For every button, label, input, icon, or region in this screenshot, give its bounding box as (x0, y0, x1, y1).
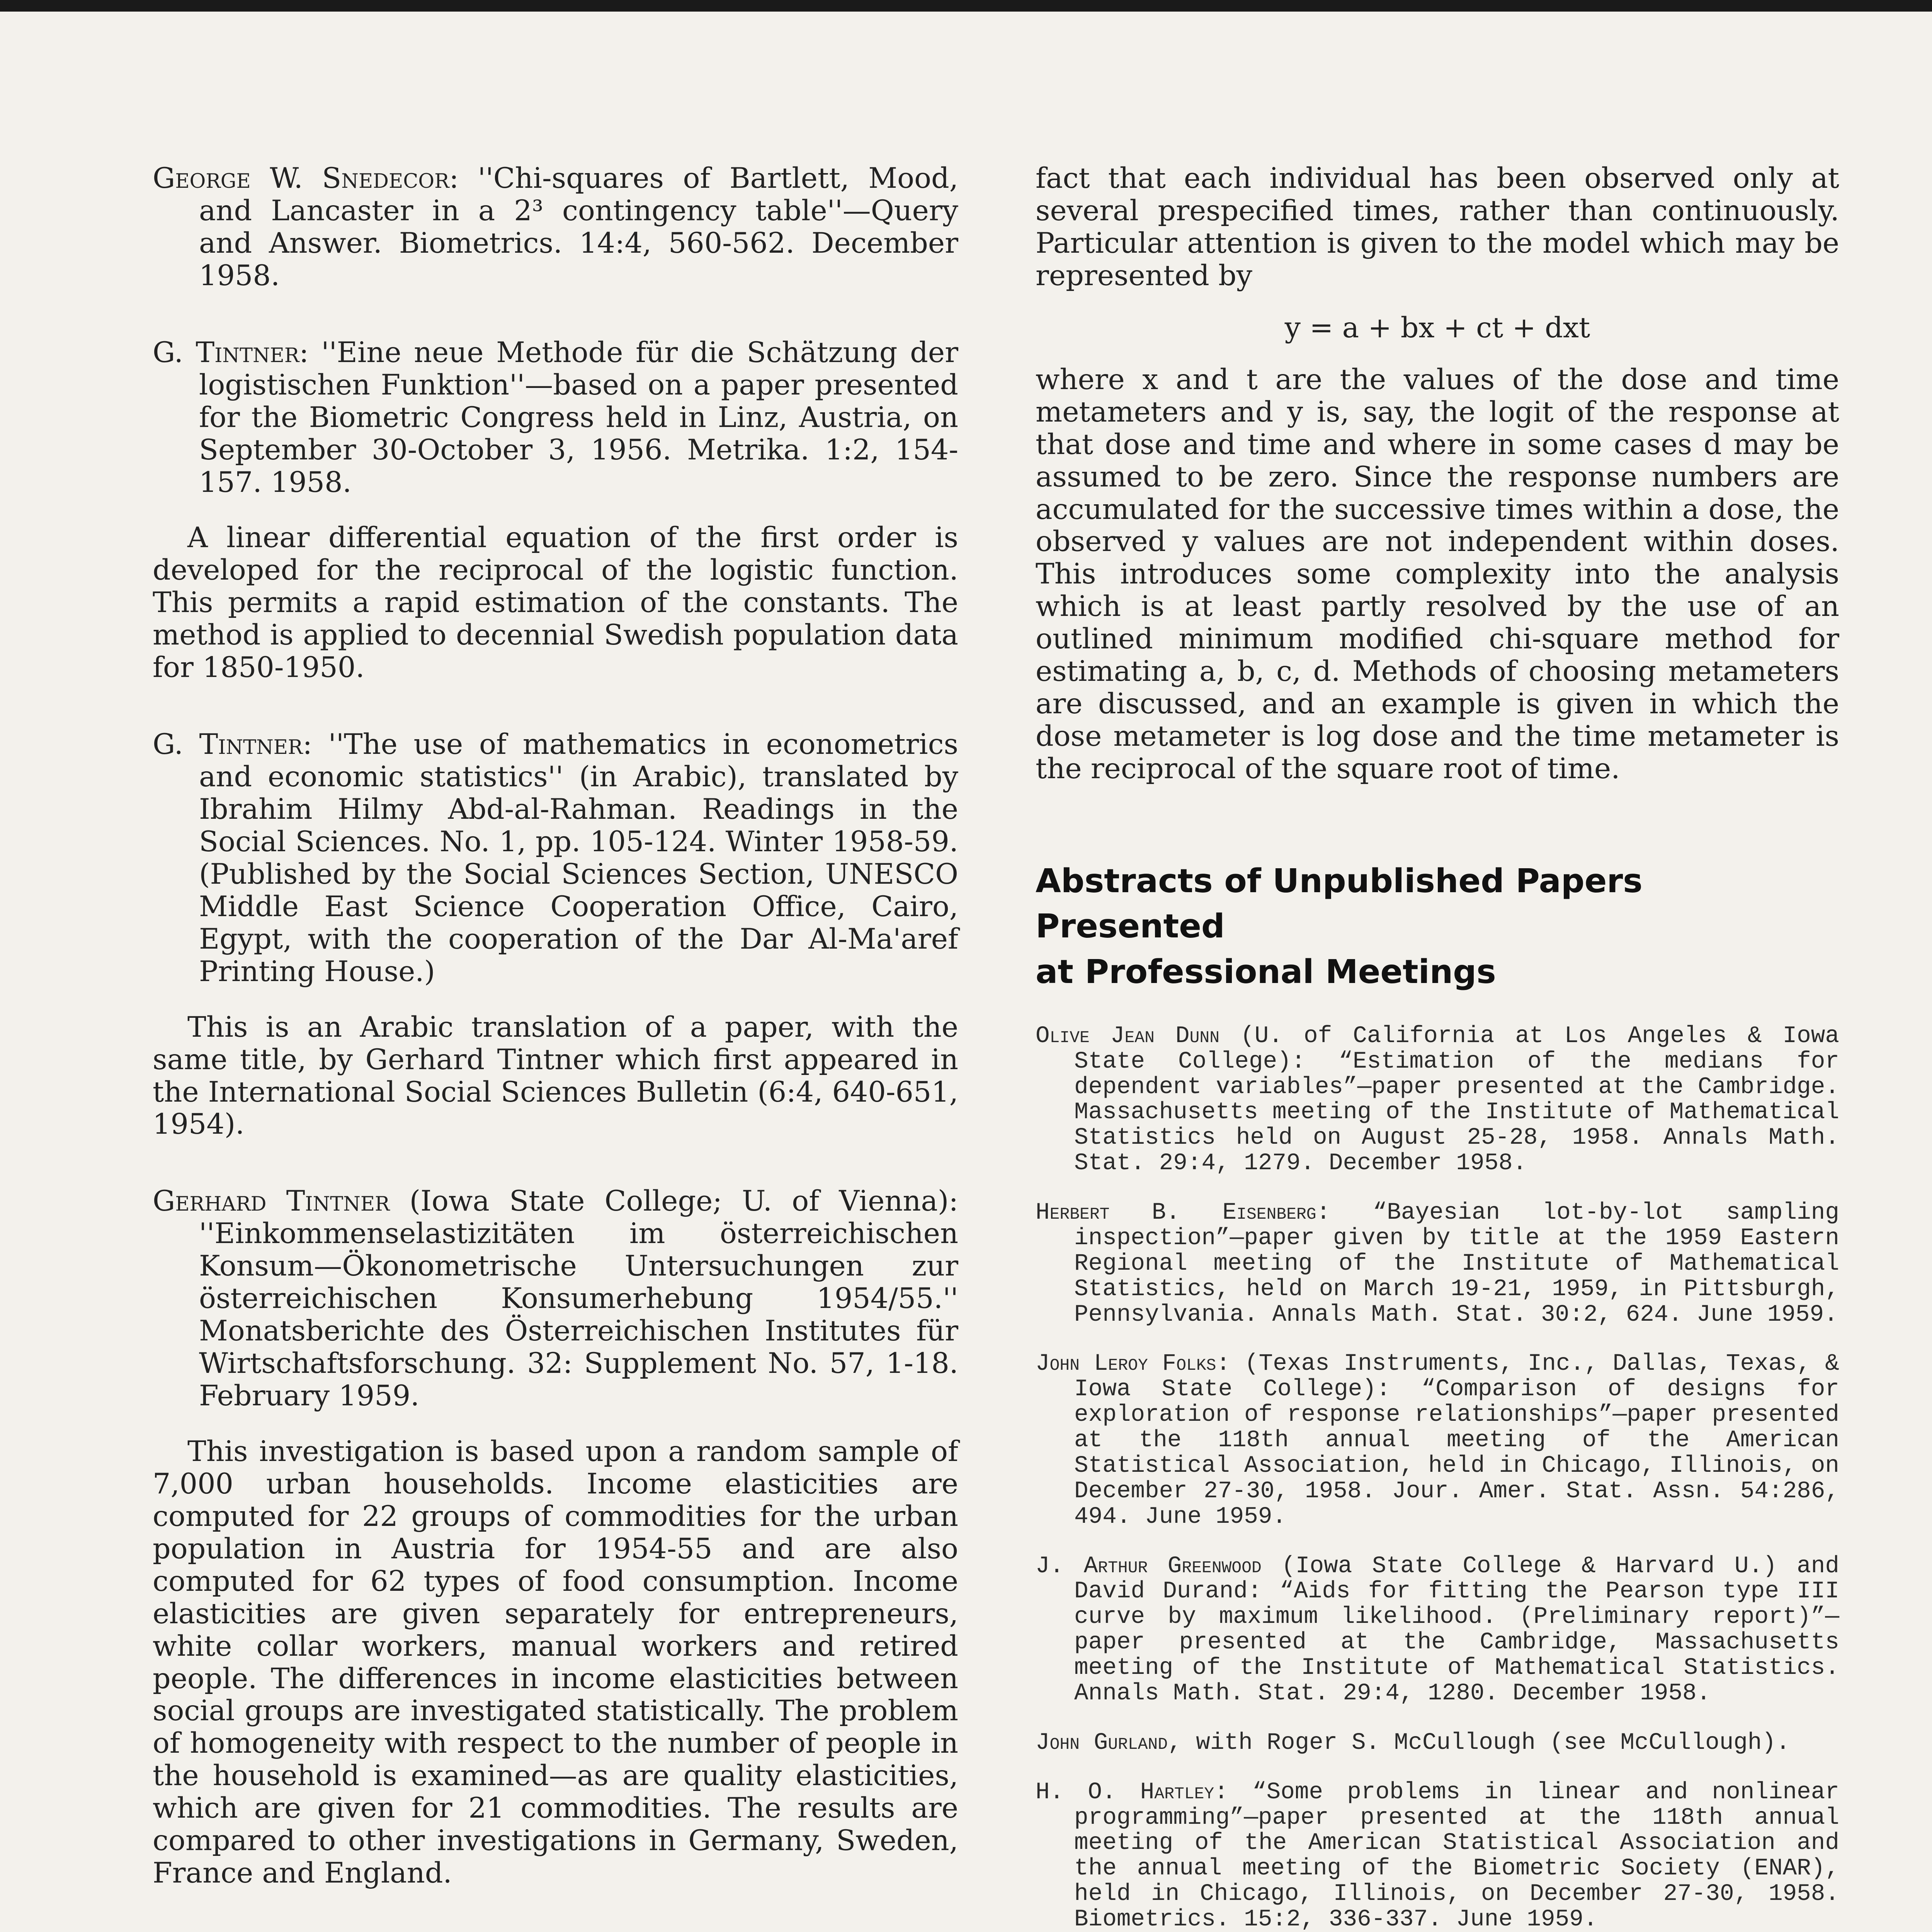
author-name: G. Tintner (153, 336, 299, 369)
abstract-paragraph: This is an Arabic translation of a paper, with the same title, by Gerhard Tintner which first appeared in the International Social Sciences Bulletin (6:4, 640-651, 1954). (153, 1010, 958, 1141)
entry-tintner-austria (153, 1185, 958, 1889)
abstract-entry (1036, 1730, 1839, 1756)
entry-text: , with Roger S. McCullough (see McCullough). (1168, 1729, 1790, 1756)
citation (153, 162, 958, 292)
abstract-entry (1036, 1200, 1839, 1327)
abstract-entries (1036, 1024, 1839, 1932)
author-name: Olive Jean Dunn (1036, 1022, 1220, 1049)
citation-text: : ''Eine neue Methode für die Schätzung der logistischen Funktion''—based on a paper presented for the Biometric Congress held in Linz, Austria, on September 30-October 3, 1956. Metrika. 1:2, 154-157. 1958. (199, 336, 958, 499)
top-border (0, 0, 1932, 12)
abstract-entry (1036, 1351, 1839, 1529)
abstract-paragraph: A linear differential equation of the first order is developed for the reciprocal of the logistic function. This permits a rapid estimation of the constants. The method is applied to decennial Swedish population data for 1850-1950. (153, 521, 958, 684)
citation-text: : ''Chi-squares of Bartlett, Mood, and Lancaster in a 2³ contingency table''—Query and Answer. Biometrics. 14:4, 560-562. December 1958. (199, 162, 958, 292)
continued-abstract: fact that each individual has been observed only at several prespecified times, rather than continuously. Particular attention is given to the model which may be represented by (1036, 162, 1839, 292)
abstract-entry (1036, 1780, 1839, 1932)
section-heading-line2: at Professional Meetings (1036, 952, 1496, 991)
author-name: Gerhard Tintner (153, 1185, 390, 1218)
entry-text: : (Texas Instruments, Inc., Dallas, Texas, & Iowa State College): “Comparison of designs for exploration of response relationships”—paper presented at the 118th annual meeting of the American Statistical Association, held in Chicago, Illinois, on December 27-30, 1958. Jour. Amer. Stat. Assn. 54:286, 494. June 1959. (1074, 1350, 1839, 1530)
author-name: Herbert B. Eisenberg (1036, 1199, 1316, 1226)
model-formula: y = a + bx + ct + dxt (1284, 311, 1590, 344)
author-name: H. O. Hartley (1036, 1779, 1214, 1806)
author-name: John Leroy Folks (1036, 1350, 1216, 1378)
section-heading-line1: Abstracts of Unpublished Papers Presented (1036, 862, 1643, 946)
entry-tintner-logistic (153, 337, 958, 684)
citation (153, 1185, 958, 1412)
entry-text: : “Bayesian lot-by-lot sampling inspection”—paper given by title at the 1959 Eastern Regional meeting of the Institute of Mathematical Statistics, held on March 19-21, 1959, in Pittsburgh, Pennsylvania. Annals Math. Stat. 30:2, 624. June 1959. (1074, 1199, 1839, 1328)
entry-text: : “Some problems in linear and nonlinear programming”—paper presented at the 118th annual meeting of the American Statistical Association and the annual meeting of the Biometric Society (ENAR), held in Chicago, Illinois, on December 27-30, 1958. Biometrics. 15:2, 336-337. June 1959. (1074, 1779, 1839, 1932)
citation (153, 337, 958, 499)
citation (153, 728, 958, 988)
abstract-entry (1036, 1024, 1839, 1176)
abstract-paragraph: This investigation is based upon a random sample of 7,000 urban households. Income elasticities are computed for 22 groups of commodities for the urban population in Austria for 1954-55 and are also computed for 62 types of food consumption. Income elasticities are given separately for entrepreneurs, white collar workers, manual workers and retired people. The differences in income elasticities between social groups are investigated statistically. The problem of homogeneity with respect to the number of people in the household is examined—as are quality elasticities, which are given for 21 commodities. The results are compared to other investigations in Germany, Sweden, France and England. (153, 1435, 958, 1890)
citation-text: (Iowa State College; U. of Vienna): ''Einkommenselastizitäten im österreichischen Konsum—Ökonometrische Untersuchungen zur österreichischen Konsumerhebung 1954/55.'' Monatsberichte des Österreichischen Institutes für Wirtschaftsforschung. 32: Supplement No. 57, 1-18. February 1959. (199, 1185, 958, 1412)
author-name: J. Arthur Greenwood (1036, 1553, 1262, 1580)
citation-text: : ''The use of mathematics in econometrics and economic statistics'' (in Arabic), translated by Ibrahim Hilmy Abd-al-Rahman. Readings in the Social Sciences. No. 1, pp. 105-124. Winter 1958-59. (Published by the Social Sciences Section, UNESCO Middle East Science Cooperation Office, Cairo, Egypt, with the cooperation of the Dar Al-Ma'aref Printing House.) (199, 728, 958, 988)
entry-tintner-arabic (153, 728, 958, 1141)
author-name: John Gurland (1036, 1729, 1168, 1756)
section-heading (1036, 859, 1839, 995)
left-column (153, 162, 958, 1932)
entry-text: (U. of California at Los Angeles & Iowa State College): “Estimation of the medians for dependent variables”—paper presented at the Cambridge. Massachusetts meeting of the Institute of Mathematical Statistics held on August 25-28, 1958. Annals Math. Stat. 29:4, 1279. December 1958. (1074, 1022, 1839, 1177)
author-name: George W. Snedecor (153, 162, 449, 195)
right-column (1036, 162, 1839, 1932)
continued-abstract-2: where x and t are the values of the dose and time metameters and y is, say, the logit of the response at that dose and time and where in some cases d may be assumed to be zero. Since the response numbers are accumulated for the successive times within a dose, the observed y values are not independent within doses. This introduces some complexity into the analysis which is at least partly resolved by the use of an outlined minimum modified chi-square method for estimating a, b, c, d. Methods of choosing metameters are discussed, and an example is given in which the dose metameter is log dose and the time metameter is the reciprocal of the square root of time. (1036, 363, 1839, 785)
author-name: G. Tintner (153, 728, 303, 761)
abstract-entry (1036, 1554, 1839, 1706)
entry-snedecor (153, 162, 958, 292)
entry-text: (Iowa State College & Harvard U.) and David Durand: “Aids for fitting the Pearson type III curve by maximum likelihood. (Preliminary report)”—paper presented at the Cambridge, Massachusetts meeting of the Institute of Mathematical Statistics. Annals Math. Stat. 29:4, 1280. December 1958. (1074, 1553, 1839, 1707)
